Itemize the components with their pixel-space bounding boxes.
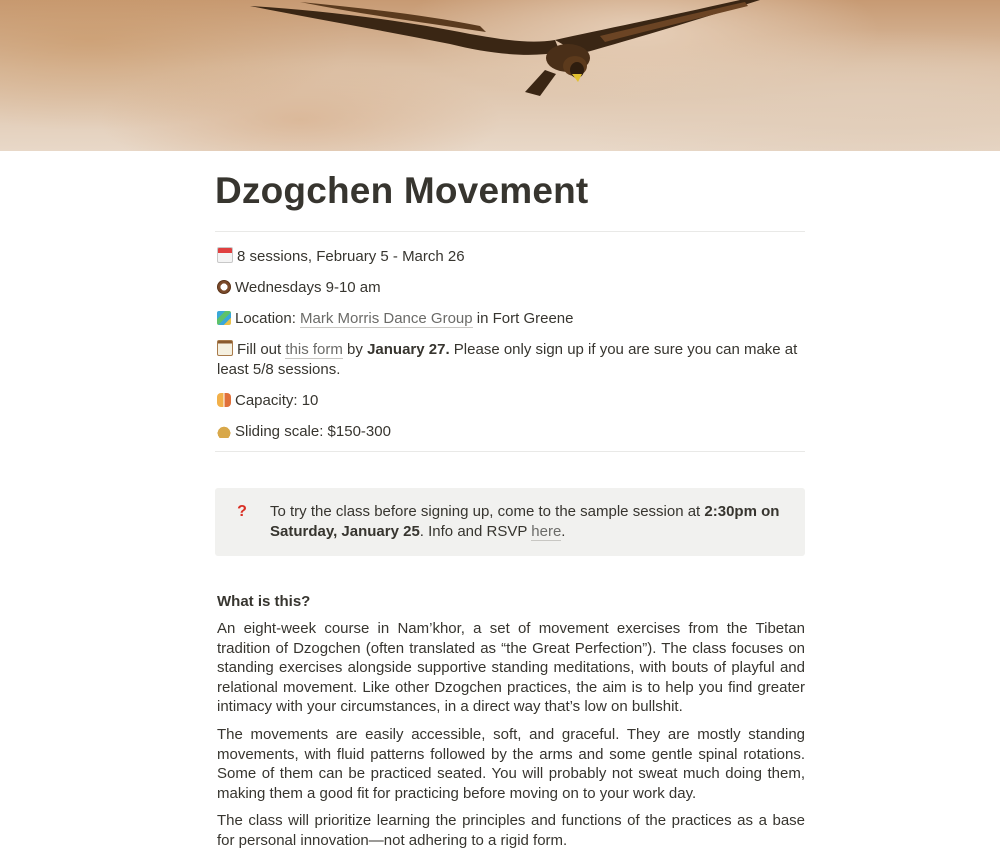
- callout-text: [270, 502, 783, 542]
- form-deadline: January 27.: [367, 341, 450, 358]
- location-link[interactable]: Mark Morris Dance Group: [300, 310, 473, 327]
- map-icon: [217, 311, 231, 325]
- callout-session-time: 2:30pm on Saturday, January 25: [270, 503, 780, 540]
- money-bag-icon: [217, 424, 231, 438]
- sessions-row: [215, 243, 807, 271]
- callout-text-prefix: To try the class before signing up, come to the sample session at: [270, 503, 705, 520]
- rsvp-link[interactable]: here: [531, 523, 562, 540]
- form-middle: by: [342, 341, 368, 358]
- clock-icon: [217, 280, 231, 294]
- page-content: [215, 151, 807, 854]
- about-paragraph: The class will prioritize learning the principles and functions of the practices as a base for personal innovation—not adhering to a rigid form.: [217, 812, 805, 849]
- sessions-text: 8 sessions, February 5 - March 26: [237, 248, 465, 265]
- people-icon: [217, 393, 231, 407]
- time-row: [215, 274, 807, 302]
- about-section: [215, 590, 807, 854]
- time-text: Wednesdays 9-10 am: [235, 279, 381, 296]
- calendar-icon: [217, 247, 233, 263]
- capacity-row: [215, 387, 807, 415]
- callout-text-middle: . Info and RSVP: [419, 523, 532, 540]
- form-suffix: Please only sign up if you are sure you can make at least 5/8 sessions.: [217, 341, 798, 378]
- page-title: Dzogchen Movement: [215, 170, 589, 211]
- clipboard-icon: [217, 340, 233, 356]
- about-paragraph: An eight-week course in Nam’khor, a set of movement exercises from the Tibetan tradition of Dzogchen (often translated as “the Great Perfection”). The class focuses on standing exercises alongside supportive standing meditations, with bouts of playful and relational movement. Like other Dzogchen practices, the aim is to help you find greater intimacy with your circumstances, in a direct way that’s low on bullshit.: [217, 620, 805, 716]
- divider: [215, 451, 805, 452]
- details-list: [215, 232, 807, 446]
- price-text: Sliding scale: $150-300: [235, 423, 391, 440]
- about-paragraph: The movements are easily accessible, soft, and graceful. They are mostly standing movements, with fluid patterns followed by the arms and some gentle spinal rotations. Some of them can be practiced seated. You will probably not sweat much doing them, making them a good fit for practicing before moving on to your work day.: [217, 725, 805, 802]
- sample-session-callout: [215, 488, 805, 556]
- cover-image: [0, 0, 1000, 151]
- location-row: [215, 305, 807, 333]
- callout-text-suffix: .: [561, 523, 566, 540]
- price-row: [215, 418, 807, 446]
- capacity-text: Capacity: 10: [235, 392, 319, 409]
- location-suffix: in Fort Greene: [472, 310, 574, 327]
- form-row: [215, 336, 807, 384]
- form-prefix: Fill out: [237, 341, 286, 358]
- eagle-illustration: [0, 0, 1000, 151]
- about-heading: What is this?: [217, 593, 311, 610]
- question-mark-icon: ?: [237, 503, 247, 520]
- form-link[interactable]: this form: [285, 341, 343, 358]
- location-prefix: Location:: [235, 310, 301, 327]
